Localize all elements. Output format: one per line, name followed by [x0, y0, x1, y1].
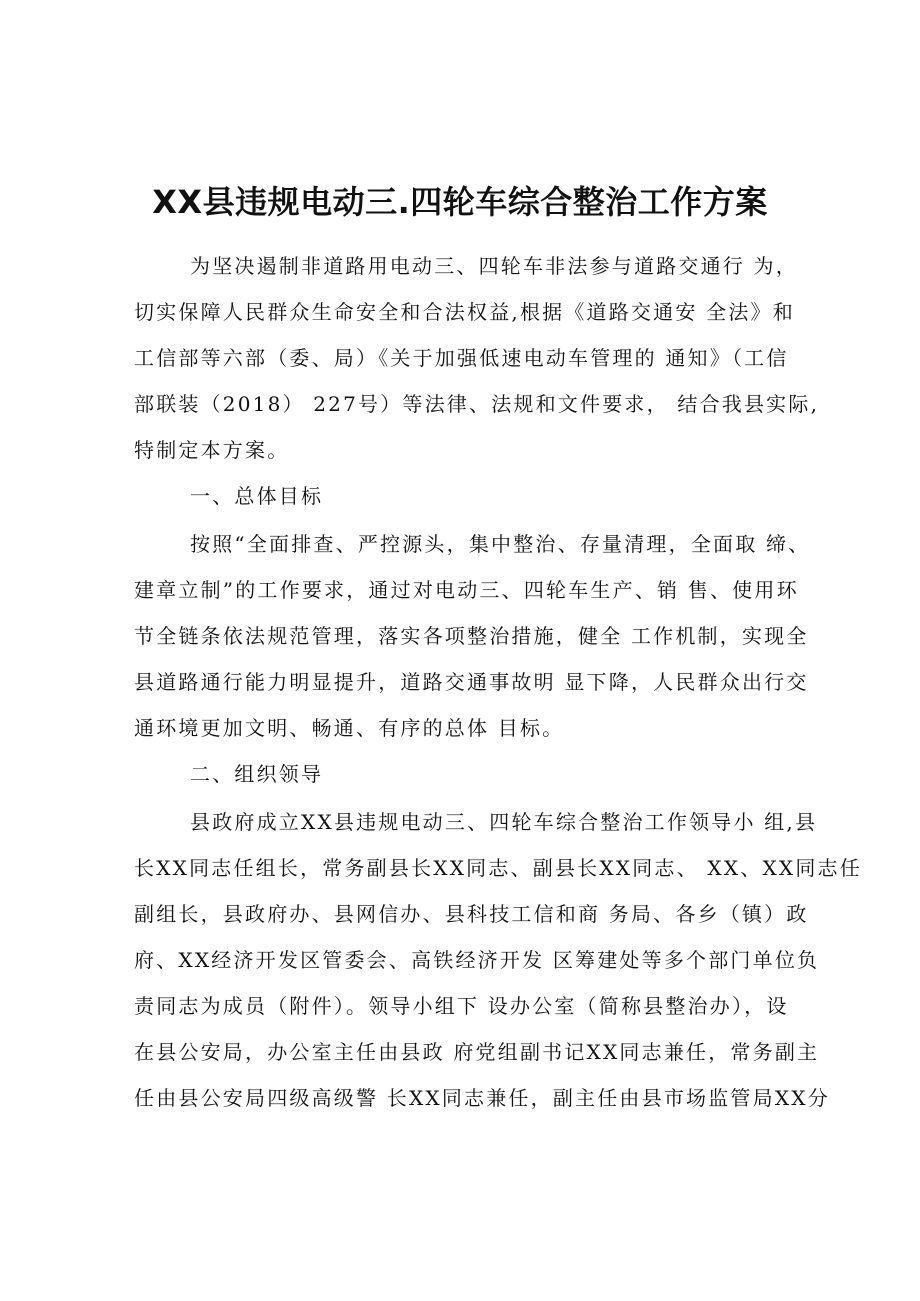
paragraph-line: 按照“全面排查、严控源头，集中整治、存量清理，全面取 缔、 [190, 532, 811, 556]
paragraph-line: 任由县公安局四级高级警 长XX同志兼任，副主任由县市场监管局XX分 [134, 1086, 830, 1110]
paragraph-line: 工信部等六部（委、局）《关于加强低速电动车管理的 通知》（工信 [134, 346, 789, 370]
paragraph-line: 长XX同志任组长，常务副县长XX同志、副县长XX同志、 XX、XX同志任 [134, 856, 862, 880]
section-heading: 二、组织领导 [190, 762, 324, 786]
document-title: XX县违规电动三.四轮车综合整治工作方案 [152, 183, 768, 221]
paragraph-line: 节全链条依法规范管理，落实各项整治措施，健全 工作机制，实现全 [134, 624, 809, 648]
paragraph-line: 部联装（2018） 227号）等法律、法规和文件要求， 结合我县实际, [134, 392, 820, 416]
paragraph-line: 特制定本方案。 [134, 438, 290, 462]
paragraph-line: 县政府成立XX县违规电动三、四轮车综合整治工作领导小 组,县 [190, 810, 818, 834]
paragraph-line: 为坚决遏制非道路用电动三、四轮车非法参与道路交通行 为， [190, 254, 798, 278]
paragraph-line: 切实保障人民群众生命安全和合法权益,根据《道路交通安 全法》和 [134, 300, 795, 324]
paragraph-line: 在县公安局，办公室主任由县政 府党组副书记XX同志兼任，常务副主 [134, 1040, 820, 1064]
section-heading: 一、总体目标 [190, 484, 324, 508]
paragraph-line: 责同志为成员（附件）。领导小组下 设办公室（简称县整治办），设 [134, 994, 789, 1018]
paragraph-line: 通环境更加文明、畅通、有序的总体 目标。 [134, 716, 565, 740]
paragraph-line: 县道路通行能力明显提升，道路交通事故明 显下降，人民群众出行交 [134, 670, 809, 694]
paragraph-line: 府、XX经济开发区管委会、高铁经济开发 区筹建处等多个部门单位负 [134, 948, 820, 972]
paragraph-line: 建章立制”的工作要求，通过对电动三、四轮车生产、销 售、使用环 [134, 578, 799, 602]
paragraph-line: 副组长，县政府办、县网信办、县科技工信和商 务局、各乡（镇）政 [134, 902, 809, 926]
